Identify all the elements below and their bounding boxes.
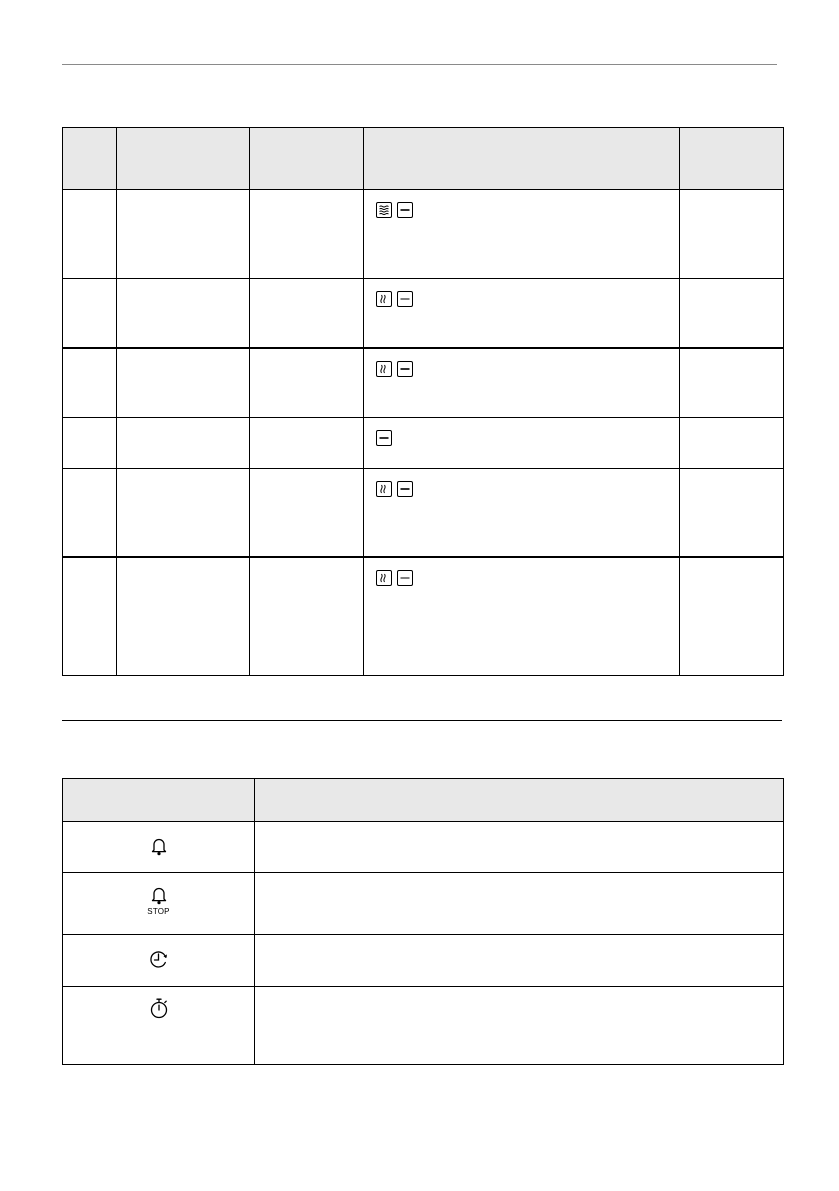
bell-icon	[148, 835, 170, 857]
heating-icons	[364, 190, 679, 218]
bottom-heat-icon	[397, 202, 413, 218]
header-cell	[680, 128, 784, 190]
bottom-heat-icon	[397, 570, 413, 586]
bottom-heat-icon	[397, 481, 413, 497]
stopwatch-icon	[148, 996, 170, 1020]
top-heat-icon	[376, 570, 392, 586]
table-row	[63, 822, 784, 873]
section-rule	[62, 720, 782, 721]
header-cell	[63, 128, 117, 190]
heating-icons	[364, 469, 679, 497]
heating-icons	[364, 418, 679, 446]
stop-caption: STOP	[147, 907, 170, 916]
header-cell	[364, 128, 680, 190]
top-heat-icon	[376, 481, 392, 497]
clock-functions-table	[62, 778, 784, 1065]
table-row	[63, 935, 784, 987]
bottom-heat-icon	[397, 361, 413, 377]
heating-icons	[364, 558, 679, 586]
bell-stop-icon	[148, 884, 170, 906]
header-rule	[62, 64, 777, 65]
table-row	[63, 469, 784, 557]
top-heat-icon	[376, 291, 392, 307]
table-row	[63, 987, 784, 1065]
table-row	[63, 557, 784, 676]
table-row	[63, 418, 784, 469]
clock-arrow-icon	[148, 948, 170, 970]
heating-icons	[364, 279, 679, 307]
header-cell	[255, 779, 784, 822]
header-cell	[250, 128, 364, 190]
bottom-heat-icon	[397, 291, 413, 307]
table-header-row	[63, 779, 784, 822]
bottom-heat-icon	[376, 430, 392, 446]
top-heat-icon	[376, 361, 392, 377]
fan-heat-icon	[376, 202, 392, 218]
table-row	[63, 873, 784, 935]
header-cell	[117, 128, 250, 190]
table-header-row	[63, 128, 784, 190]
header-cell	[63, 779, 255, 822]
table-row	[63, 348, 784, 418]
heating-icons	[364, 349, 679, 377]
table-row	[63, 190, 784, 279]
table-row	[63, 279, 784, 348]
program-table	[62, 127, 784, 676]
